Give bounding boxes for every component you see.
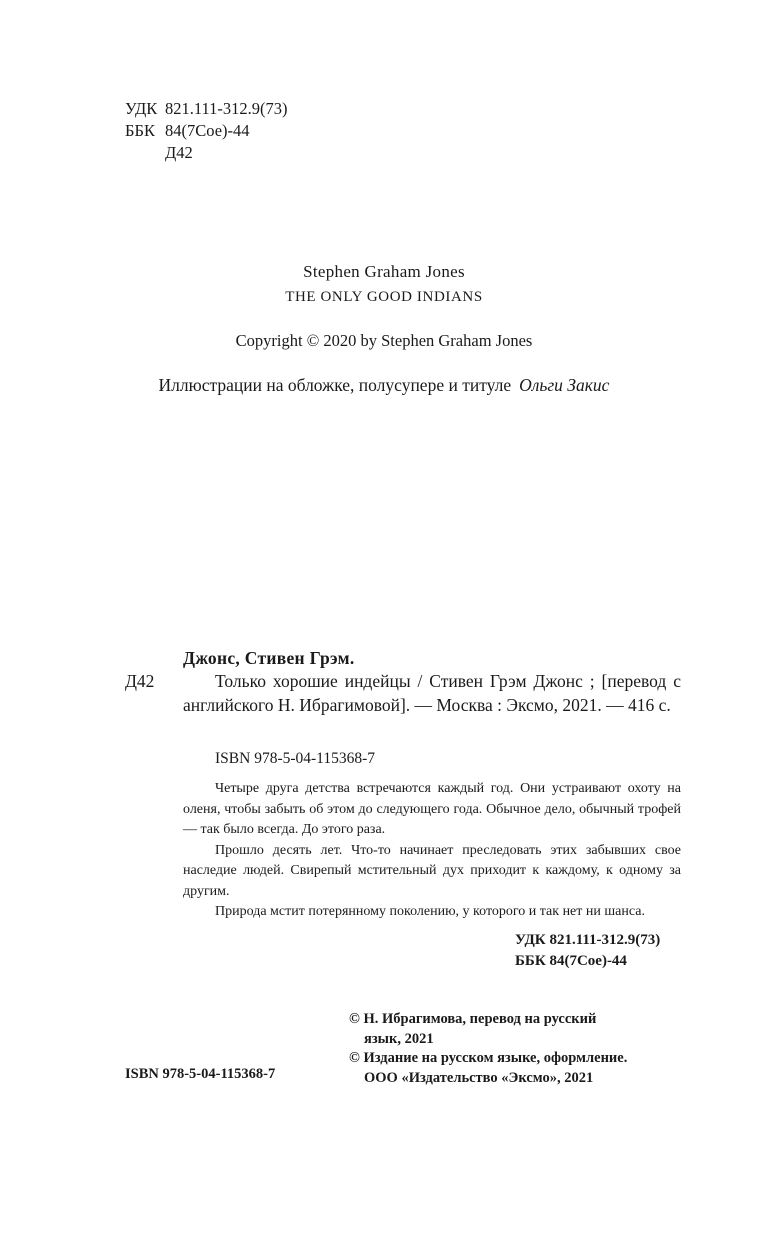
illustrations-artist: Ольги Закис [519,375,610,395]
top-classification-codes [125,98,288,164]
annotation-paragraph: Прошло десять лет. Что-то начинает преследовать этих забывших свое наследие людей. Свирепый мстительный дух приходит к каждому, к одному за другим. [183,842,681,899]
illustrations-text: Иллюстрации на обложке, полусупере и титуле [158,375,512,395]
catalog-mark: Д42 [125,671,155,691]
credit-publisher: ООО «Издательство «Эксмо», 2021 [364,1069,594,1086]
credit-translation: © Н. Ибрагимова, перевод на русский [349,1011,597,1027]
udk-label: УДК [125,99,158,118]
udk-value: 821.111-312.9(73) [165,99,288,118]
annotation-paragraph: Четыре друга детства встречаются каждый год. Они устраивают охоту на оленя, чтобы забыть об этом до следующего года. Обычное дело, обычный трофей — так было всегда. До этого раза. [183,781,681,837]
bbk-value: 84(7Сое)-44 [165,121,250,140]
copyright-credits [349,1010,627,1088]
annotation-paragraph: Природа мстит потерянному поколению, у которого и так нет ни шанса. [215,904,645,919]
illustrations-credit [0,375,768,396]
credit-translation-year: язык, 2021 [364,1030,434,1047]
catalog-description: Только хорошие индейцы / Стивен Грэм Джонс ; [перевод с английского Н. Ибрагимовой]. — Москва : Эксмо, 2021. — 416 с. [183,671,681,715]
isbn-bottom: ISBN 978-5-04-115368-7 [125,1066,276,1082]
bottom-classification-codes [515,930,660,971]
bbk-row [125,120,288,142]
original-title: THE ONLY GOOD INDIANS [285,289,483,305]
catalog-heading: Джонс, Стивен Грэм. [183,648,355,668]
annotation [183,779,681,923]
bbk-label: ББК [125,121,155,140]
original-copyright: Copyright © 2020 by Stephen Graham Jones [235,331,533,350]
udk-row [125,98,288,120]
credit-edition: © Издание на русском языке, оформление. [349,1050,628,1066]
catalog-isbn: ISBN 978-5-04-115368-7 [215,750,376,767]
bottom-bbk: ББК 84(7Сое)-44 [515,952,627,969]
author-mark: Д42 [165,143,193,162]
bottom-udk: УДК 821.111-312.9(73) [515,932,661,948]
original-author: Stephen Graham Jones [303,262,465,281]
